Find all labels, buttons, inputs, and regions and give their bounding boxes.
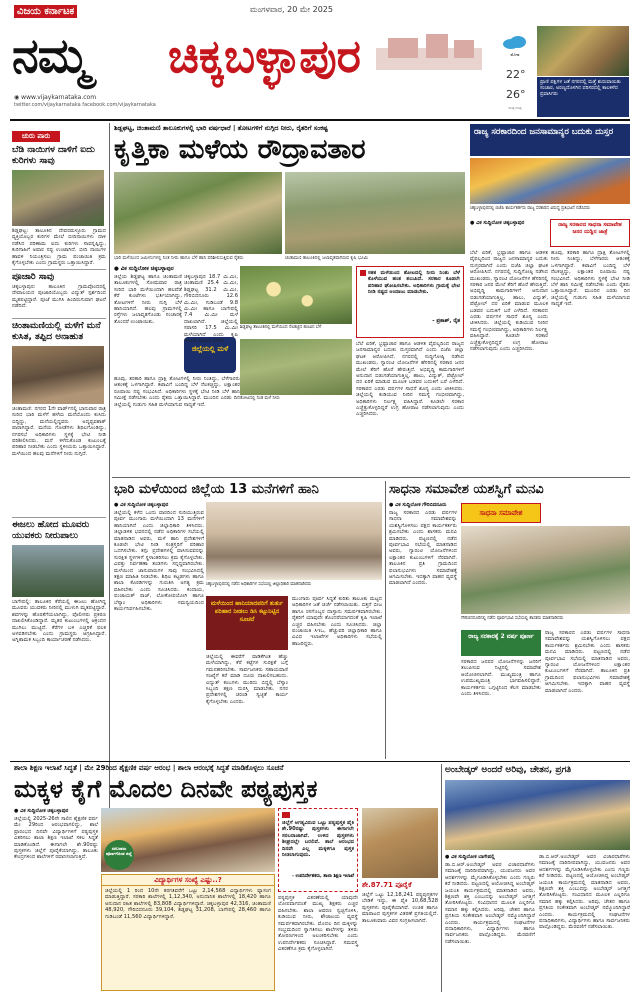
right-lead-boxout-text: ರಾಜ್ಯ ಸರಕಾರದ ಸಾಧನಾ ಸಮಾವೇಶ ಜನರ ದುಡ್ಡಿನ ಜಾತ್ರೆ (558, 222, 622, 235)
masthead-title-right: ಚಿಕ್ಕಬಳ್ಳಾಪುರ (168, 29, 362, 83)
masthead-divider (10, 119, 630, 121)
mla-meeting-photo (461, 526, 630, 614)
mid-left-byline: ● ವಿಕ ಸುದ್ದಿಲೋಕ ಚಿಕ್ಕಬಳ್ಳಾಪುರ (114, 502, 169, 508)
left-kicker: ಚುರು ಪಾರು (12, 131, 60, 142)
ambedkar-byline: ● ವಿಕ ಸುದ್ದಿಲೋಕ ಬಾಗೇಪಲ್ಲಿ (445, 854, 495, 860)
lead-caption-3: ಶಿಡ್ಲಘಟ್ಟ ತಾಲೂಕಿನಲ್ಲಿ ಮಳೆಯಿಂದ ನೆಲಕಚ್ಚಿದ ಹೂವಿನ ಬೆಳೆ (240, 325, 322, 330)
left-headline-4: ಈಜಲು ಹೋದ ಮೂವರು ಯುವಕರು ನೀರುಪಾಲು (12, 517, 106, 542)
lake-rescue-photo (12, 545, 104, 597)
student-count-title: ವಿದ್ಯಾರ್ಥಿಗಳ ಸಂಖ್ಯೆ ಎಷ್ಟು..? (102, 875, 274, 886)
temp-max: 22° (506, 68, 526, 81)
ambedkar-body: ಡಾ.ಬಿ.ಆರ್.ಅಂಬೇಡ್ಕರ್ ಅವರ ವಿಚಾರಧಾರೆಗಳು ಸಮಾಜಕ್ಕೆ ದಾರಿದೀಪವಾಗಿದ್ದು, ಯುವಜನರು ಅವರ ಆದರ್ಶಗಳನ್ನು ಮೈಗೂಡಿಸಿಕೊಳ್ಳಬೇಕು ಎಂದು ಗಣ್ಯರು ಕರೆ ನೀಡಿದರು. ಪಟ್ಟಣದಲ್ಲಿ ಆಯೋಜಿಸಿದ್ದ ಅಂಬೇಡ್ಕರ್ ಜಯಂತಿ ಕಾರ್ಯಕ್ರಮದಲ್ಲಿ ಮಾತನಾಡಿದ ಅವರು, ಶಿಕ್ಷಣವೇ ಶಕ್ತಿ ಎಂಬುದನ್ನು ಅಂಬೇಡ್ಕರ್ ಜಗತ್ತಿಗೆ ತೋರಿಸಿಕೊಟ್ಟರು. ಸಂವಿಧಾನದ ಮೂಲಕ ಎಲ್ಲರಿಗೂ ಸಮಾನ ಹಕ್ಕು ಕಲ್ಪಿಸಿದರು. ಅರಿವು, ಚೇತನ ಹಾಗೂ ಪ್ರಗತಿಯ ಸಂಕೇತವಾಗಿ ಅಂಬೇಡ್ಕರ್ ನಮ್ಮೊಂದಿಗಿದ್ದಾರೆ ಎಂದರು. ಕಾರ್ಯಕ್ರಮದಲ್ಲಿ ಸಂಘಟನೆಗಳ ಪದಾಧಿಕಾರಿಗಳು, ವಿದ್ಯಾರ್ಥಿಗಳು ಹಾಗೂ ಸಾರ್ವಜನಿಕರು ಪಾಲ್ಗೊಂಡಿದ್ದರು. ಮೆರವಣಿಗೆ ನಡೆಸಲಾಯಿತು. (445, 862, 535, 945)
mid-right-body-d: ರಾಜ್ಯ ಸರಕಾರದ ಎರಡು ವರ್ಷಗಳ ಸಾಧನಾ ಸಮಾವೇಶವನ್ನು ಯಶಸ್ವಿಗೊಳಿಸಲು ಪಕ್ಷದ ಕಾರ್ಯಕರ್ತರು ಶ್ರಮಿಸಬೇಕು ಎಂದು ಶಾಸಕರು ಮನವಿ ಮಾಡಿದರು. ಪಟ್ಟಣದಲ್ಲಿ ನಡೆದ ಪೂರ್ವಭಾವಿ ಸಭೆಯಲ್ಲಿ ಮಾತನಾಡಿದ ಅವರು, ಗ್ಯಾರಂಟಿ ಯೋಜನೆಗಳಿಂದ ಲಕ್ಷಾಂತರ ಕುಟುಂಬಗಳಿಗೆ ನೆರವಾಗಿದೆ. ತಾಲೂಕಿನ ಪ್ರತಿ ಗ್ರಾಮದಿಂದ ಫಲಾನುಭವಿಗಳು ಸಮಾವೇಶಕ್ಕೆ ಆಗಮಿಸಬೇಕು. ಇದಕ್ಕಾಗಿ ವಾಹನ ವ್ಯವಸ್ಥೆ ಮಾಡಲಾಗಿದೆ ಎಂದರು. (389, 510, 457, 587)
quote-mark-icon (360, 270, 366, 276)
bottom-column-divider (441, 764, 442, 992)
lead-body-2: ಚಿಕ್ಕಬಳ್ಳಾಪುರ 18.7 ಮಿ.ಮೀ, ಚಿಂತಾಮಣಿ 25.4 ಮಿ.ಮೀ, ಶಿಡ್ಲಘಟ್ಟ 31.2 ಮಿ.ಮೀ, ಗೌರಿಬಿದನೂರು 12.6 ಮಿ.ಮೀ, ಗುಡಿಬಂಡೆ 9.8 ಮಿ.ಮೀ ಹಾಗೂ ಬಾಗೇಪಲ್ಲಿ 7.4 ಮಿ.ಮೀ ಮಳೆ ದಾಖಲಾಗಿದೆ. ಜಿಲ್ಲೆಯಲ್ಲಿ ಸರಾಸರಿ 17.5 ಮಿ.ಮೀ ಮಳೆಯಾಗಿದೆ ಎಂದು ಕೃಷಿ ಇಲಾಖೆ ಮಾಹಿತಿ ನೀಡಿದೆ. (184, 274, 238, 345)
social-links[interactable]: twitter.com/vijaykarnataka facebook.com/vijaykarnataka (14, 102, 156, 108)
mid-left-body-c: ಮುಂಗಾರು ಪೂರ್ವ ಸಿದ್ಧತೆ ಕುರಿತು ತಾಲೂಕು ಮಟ್ಟದ ಅಧಿಕಾರಿಗಳ ಜತೆ ಚರ್ಚೆ ನಡೆಸಲಾಯಿತು. ಬಿತ್ತನೆ ಬೀಜ ಹಾಗೂ ರಸಗೊಬ್ಬರ ದಾಸ್ತಾನು ಸಮರ್ಪಕವಾಗಿರಬೇಕು. ರೈತರಿಗೆ ಯಾವುದೇ ತೊಂದರೆಯಾಗದಂತೆ ಕೃಷಿ ಇಲಾಖೆ ಎಚ್ಚರ ವಹಿಸಬೇಕು ಎಂದು ಸೂಚಿಸಿದರು. ಜಿಲ್ಲಾ ಪಂಚಾಯಿತಿ ಸಿಇಒ, ಹೆಚ್ಚುವರಿ ಜಿಲ್ಲಾಧಿಕಾರಿ ಹಾಗೂ ವಿವಿಧ ಇಲಾಖೆಗಳ ಅಧಿಕಾರಿಗಳು ಸಭೆಯಲ್ಲಿ ಹಾಜರಿದ್ದರು. (292, 596, 382, 647)
cloud-icon (502, 34, 528, 50)
lead-body-1: ಜಿಲ್ಲೆಯ ಶಿಡ್ಲಘಟ್ಟ ಹಾಗೂ ಚಿಂತಾಮಣಿ ತಾಲೂಕುಗಳಲ್ಲಿ ಸೋಮವಾರ ರಾತ್ರಿ ಸುರಿದ ಭಾರಿ ಮಳೆಯಿಂದಾಗಿ ಹಲವೆಡೆ ಕೆರೆ ಕುಂಟೆಗಳು ಭರ್ತಿಯಾಗಿದ್ದು, ತೋಟಗಳಿಗೆ ನೀರು ನುಗ್ಗಿ ಬೆಳೆ ಹಾನಿಯಾಗಿದೆ. ಹಲವು ಗ್ರಾಮಗಳಲ್ಲಿ ರಸ್ತೆಗಳು ಜಲಾವೃತಗೊಂಡು ಸಂಚಾರಕ್ಕೆ ತೊಂದರೆ ಉಂಟಾಯಿತು. (114, 274, 182, 325)
left-body-1: ಶಿಡ್ಲಘಟ್ಟ: ತಾಲೂಕಿನ ದೇವರಮಳ್ಳೂರು ಗ್ರಾಮದ ವ್ಯಕ್ತಿಯೊಬ್ಬರ ಕುರಿಗಳ ಮೇಲೆ ಬೀದಿನಾಯಿಗಳು ದಾಳಿ ನಡೆಸಿದ ಪರಿಣಾಮ ಐದು ಕುರಿಗಳು ಸಾವನ್ನಪ್ಪಿದ್ದು, ಕುರಿಗಾಹಿಗೆ ಅಪಾರ ನಷ್ಟ ಉಂಟಾಗಿದೆ. ಬೀದಿ ನಾಯಿಗಳ ಹಾವಳಿ ನಿಯಂತ್ರಿಸಲು ಗ್ರಾಮ ಪಂಚಾಯಿತಿ ಕ್ರಮ ಕೈಗೊಳ್ಳಬೇಕು ಎಂದು ಗ್ರಾಮಸ್ಥರು ಒತ್ತಾಯಿಸಿದ್ದಾರೆ. (12, 228, 106, 267)
lead-quote-text: ಸತತ ಮಳೆಯಿಂದ ತೋಟದಲ್ಲಿ ನೀರು ನಿಂತು ಬೆಳೆ ಕೊಳೆಯುವ ಹಂತ ತಲುಪಿದೆ. ಸರಕಾರ ಕೂಡಲೇ ಪರಿಹಾರ ಘೋಷಿಸಬೇಕು. ಅಧಿಕಾರಿಗಳು ಗ್ರಾಮಕ್ಕೆ ಭೇಟಿ ನೀಡಿ ನಷ್ಟದ ಅಂದಾಜು ಮಾಡಬೇಕು. (368, 270, 460, 296)
bottom-divider (10, 761, 630, 762)
bottom-body-a: ಜಿಲ್ಲೆಯಲ್ಲಿ 2025-26ನೇ ಸಾಲಿನ ಶೈಕ್ಷಣಿಕ ವರ್ಷ ಮೇ 29ರಿಂದ ಆರಂಭವಾಗಲಿದ್ದು, ಶಾಲೆ ಪ್ರಾರಂಭದ ದಿನವೇ ವಿದ್ಯಾರ್ಥಿಗಳಿಗೆ ಪಠ್ಯಪುಸ್ತಕ ವಿತರಿಸಲು ಶಾಲಾ ಶಿಕ್ಷಣ ಇಲಾಖೆ ಸಕಲ ಸಿದ್ಧತೆ ಮಾಡಿಕೊಂಡಿದೆ. ಈಗಾಗಲೇ ಶೇ.90ರಷ್ಟು ಪುಸ್ತಕಗಳು ಜಿಲ್ಲೆಗೆ ಪೂರೈಕೆಯಾಗಿದ್ದು, ತಾಲೂಕು ಕೇಂದ್ರಗಳಿಂದ ಶಾಲೆಗಳಿಗೆ ರವಾನಿಸಲಾಗುತ್ತಿದೆ. (14, 816, 98, 861)
mid-callout-text: ಮಳೆಯಿಂದ ಹಾನಿಯಾದವರಿಗೆ ತುರ್ತು ಪರಿಹಾರ ನೀಡಲು ಡಿಸಿ ಕಟ್ಟುನಿಟ್ಟಿನ ಸೂಚನೆ (210, 600, 284, 623)
rain-badge-text: ಜಿಲ್ಲೆಯಲ್ಲಿ ಮಳೆ (191, 345, 229, 353)
left-headline-1: ಬೆಡಿ ನಾಯಿಗಳ ದಾಳಿಗೆ ಐದು ಕುರಿಗಳು ಸಾವು (12, 145, 95, 166)
left-body-2: ಚಿಕ್ಕಬಳ್ಳಾಪುರ: ತಾಲೂಕಿನ ಗ್ರಾಮವೊಂದರಲ್ಲಿ ದೇವಾಲಯದ ಪೂಜಾರಿಯೊಬ್ಬರು ವಿದ್ಯುತ್ ಸ್ಪರ್ಶದಿಂದ ಮೃತಪಟ್ಟಿದ್ದಾರೆ. ಪೂಜೆ ಮುಗಿಸಿ ಹಿಂದಿರುಗುವಾಗ ಘಟನೆ ನಡೆದಿದೆ. (12, 284, 106, 310)
left-column-divider (109, 123, 110, 858)
mid-divider (112, 477, 630, 478)
book-icon (282, 812, 290, 818)
ambedkar-body-2: ಡಾ.ಬಿ.ಆರ್.ಅಂಬೇಡ್ಕರ್ ಅವರ ವಿಚಾರಧಾರೆಗಳು ಸಮಾಜಕ್ಕೆ ದಾರಿದೀಪವಾಗಿದ್ದು, ಯುವಜನರು ಅವರ ಆದರ್ಶಗಳನ್ನು ಮೈಗೂಡಿಸಿಕೊಳ್ಳಬೇಕು ಎಂದು ಗಣ್ಯರು ಕರೆ ನೀಡಿದರು. ಪಟ್ಟಣದಲ್ಲಿ ಆಯೋಜಿಸಿದ್ದ ಅಂಬೇಡ್ಕರ್ ಜಯಂತಿ ಕಾರ್ಯಕ್ರಮದಲ್ಲಿ ಮಾತನಾಡಿದ ಅವರು, ಶಿಕ್ಷಣವೇ ಶಕ್ತಿ ಎಂಬುದನ್ನು ಅಂಬೇಡ್ಕರ್ ಜಗತ್ತಿಗೆ ತೋರಿಸಿಕೊಟ್ಟರು. ಸಂವಿಧಾನದ ಮೂಲಕ ಎಲ್ಲರಿಗೂ ಸಮಾನ ಹಕ್ಕು ಕಲ್ಪಿಸಿದರು. ಅರಿವು, ಚೇತನ ಹಾಗೂ ಪ್ರಗತಿಯ ಸಂಕೇತವಾಗಿ ಅಂಬೇಡ್ಕರ್ ನಮ್ಮೊಂದಿಗಿದ್ದಾರೆ ಎಂದರು. ಕಾರ್ಯಕ್ರಮದಲ್ಲಿ ಸಂಘಟನೆಗಳ ಪದಾಧಿಕಾರಿಗಳು, ವಿದ್ಯಾರ್ಥಿಗಳು ಹಾಗೂ ಸಾರ್ವಜನಿಕರು ಪಾಲ್ಗೊಂಡಿದ್ದರು. ಮೆರವಣಿಗೆ ನಡೆಸಲಾಯಿತು. (539, 854, 630, 931)
two-years-tag (461, 630, 541, 656)
supply-stat-title: ಶೇ.87.71 ಪೂರೈಕೆ (362, 881, 412, 889)
right-lead-headline (470, 124, 630, 156)
lead-quote-author: - ಪ್ರಕಾಶ್, ರೈತ (432, 318, 460, 324)
supply-stat-body: ಜಿಲ್ಲೆಗೆ ಒಟ್ಟು 12,18,241 ಪಠ್ಯಪುಸ್ತಕಗಳ ಬೇಡಿಕೆ ಇದ್ದು, ಈ ಪೈಕಿ 10,68,528 ಪುಸ್ತಕಗಳು ಪೂರೈಕೆಯಾಗಿವೆ. ಉಚಿತ ಹಾಗೂ ಮಾರಾಟದ ಪುಸ್ತಕಗಳ ವಿತರಣೆ ಪ್ರಗತಿಯಲ್ಲಿದೆ. ತಾಲೂಕುವಾರು ವಿವರ ಸಂಗ್ರಹಿಸಲಾಗಿದೆ. (362, 892, 438, 924)
supply-bubble-text: ಸರಬರಾಜು ಪೂರ್ಣಗೊಂಡ ಜಿಲ್ಲೆ (106, 846, 132, 856)
temp-min: 26° (506, 88, 526, 101)
left-headline-3: ಚಿಂತಾಮಣಿಯಲ್ಲಿ ಮಳೆಗೆ ಮನೆ ಕುಸಿತ, ತಪ್ಪಿದ ಅನಾಹುತ (12, 318, 106, 343)
lead-byline: ● ವಿಕ ಸುದ್ದಿಲೋಕ ಚಿಕ್ಕಬಳ್ಳಾಪುರ (114, 266, 174, 272)
right-lead-boxout (550, 219, 630, 247)
left-body-3: ಚಿಂತಾಮಣಿ: ನಗರದ 1ನೇ ವಾರ್ಡ್‌ನಲ್ಲಿ ಭಾನುವಾರ ರಾತ್ರಿ ಸುರಿದ ಭಾರಿ ಮಳೆಗೆ ಹಳೆಯ ಮನೆಯೊಂದು ಕುಸಿದು ಬಿದ್ದಿದ್ದು, ಮನೆಯಲ್ಲಿದ್ದವರು ಅದೃಷ್ಟವಶಾತ್ ಪಾರಾಗಿದ್ದಾರೆ. ಮನೆಯ ಗೋಡೆಗಳು ಶಿಥಿಲಗೊಂಡಿದ್ದು, ನಗರಸಭೆ ಅಧಿಕಾರಿಗಳು ಸ್ಥಳಕ್ಕೆ ಭೇಟಿ ನೀಡಿ ಪರಿಶೀಲಿಸಿದರು. ಮನೆ ಕಳೆದುಕೊಂಡ ಕುಟುಂಬಕ್ಕೆ ಪರಿಹಾರ ನೀಡಬೇಕು ಎಂದು ಸ್ಥಳೀಯರು ಒತ್ತಾಯಿಸಿದ್ದಾರೆ. ಮಳೆಯಿಂದ ಹಲವು ಮನೆಗಳಿಗೆ ನೀರು ನುಗ್ಗಿದೆ. (12, 406, 106, 457)
protest-photo (470, 158, 630, 204)
supply-bubble (104, 840, 134, 870)
student-count-body: ಜಿಲ್ಲೆಯಲ್ಲಿ 1 ರಿಂದ 10ನೇ ತರಗತಿವರೆಗೆ ಒಟ್ಟು 2,14,568 ವಿದ್ಯಾರ್ಥಿಗಳು ವ್ಯಾಸಂಗ ಮಾಡುತ್ತಿದ್ದಾರೆ. ಸರಕಾರಿ ಶಾಲೆಗಳಲ್ಲಿ 1,12,340, ಅನುದಾನಿತ ಶಾಲೆಗಳಲ್ಲಿ 18,420 ಹಾಗೂ ಅನುದಾನ ರಹಿತ ಶಾಲೆಗಳಲ್ಲಿ 83,808 ವಿದ್ಯಾರ್ಥಿಗಳಿದ್ದಾರೆ. ಚಿಕ್ಕಬಳ್ಳಾಪುರ 42,316, ಚಿಂತಾಮಣಿ 48,920, ಗೌರಿಬಿದನೂರು 39,104, ಶಿಡ್ಲಘಟ್ಟ 31,208, ಬಾಗೇಪಲ್ಲಿ 28,460 ಹಾಗೂ ಗುಡಿಬಂಡೆ 11,560 ವಿದ್ಯಾರ್ಥಿಗಳಿದ್ದಾರೆ. (105, 888, 271, 920)
left-headline-2: ಪೂಜಾರಿ ಸಾವು (12, 269, 106, 283)
mid-right-byline: ● ವಿಕ ಸುದ್ದಿಲೋಕ ಗೌರಿಬಿದನೂರು (389, 502, 447, 508)
issue-date: ಮಂಗಳವಾರ, 20 ಮೇ 2025 (250, 5, 333, 14)
temp-label: ಕನಿಷ್ಠ ಗರಿಷ್ಠ (508, 106, 522, 110)
dc-meeting-photo (206, 502, 382, 580)
mid-right-body-e: ಸರಕಾರದ ಜನಪರ ಯೋಜನೆಗಳನ್ನು ಜನರಿಗೆ ತಲುಪಿಸುವ ನಿಟ್ಟಿನಲ್ಲಿ ಸಮಾವೇಶ ಆಯೋಜಿಸಲಾಗಿದೆ. ಮುಖ್ಯಮಂತ್ರಿ ಹಾಗೂ ಉಪಮುಖ್ಯಮಂತ್ರಿ ಭಾಗವಹಿಸಲಿದ್ದಾರೆ. ಕಾರ್ಯಕರ್ತರು ಒಗ್ಗಟ್ಟಿನಿಂದ ಕೆಲಸ ಮಾಡಬೇಕು ಎಂದು ತಿಳಿಸಿದರು. (461, 659, 541, 698)
lead-caption-1: ಭಾರಿ ಮಳೆಯಿಂದ ಜಮೀನುಗಳಲ್ಲಿ ನಿಂತ ನೀರು ಹಾಗೂ ಬೆಳೆ ಹಾನಿ ಪರಿಶೀಲಿಸುತ್ತಿರುವ ರೈತರು (114, 256, 244, 261)
lead-quote-box (356, 266, 464, 338)
books-photo (362, 808, 438, 878)
farmers-field-photo (114, 172, 282, 254)
left-body-4: ಬಾಗೇಪಲ್ಲಿ: ತಾಲೂಕಿನ ಕೆರೆಯಲ್ಲಿ ಈಜಲು ಹೋಗಿದ್ದ ಮೂವರು ಯುವಕರು ನೀರಿನಲ್ಲಿ ಮುಳುಗಿ ಮೃತಪಟ್ಟಿದ್ದಾರೆ. ಶವಗಳನ್ನು ಹೊರತೆಗೆಯಲಾಗಿದ್ದು, ಪೊಲೀಸರು ಪ್ರಕರಣ ದಾಖಲಿಸಿಕೊಂಡಿದ್ದಾರೆ. ಮೃತರ ಕುಟುಂಬಗಳಲ್ಲಿ ಆಕ್ರಂದನ ಮುಗಿಲು ಮುಟ್ಟಿದೆ. ಕೆರೆಗಳ ಬಳಿ ಎಚ್ಚರಿಕೆ ಫಲಕ ಅಳವಡಿಸಬೇಕು ಎಂದು ಗ್ರಾಮಸ್ಥರು ಆಗ್ರಹಿಸಿದ್ದಾರೆ. ಅಗ್ನಿಶಾಮಕ ಸಿಬ್ಬಂದಿ ಕಾರ್ಯಾಚರಣೆ ನಡೆಸಿದರು. (12, 599, 106, 644)
bottom-headline: ಮಕ್ಕಳ ಕೈಗೆ ಮೊದಲ ದಿನವೇ ಪಠ್ಯಪುಸ್ತಕ (14, 775, 318, 803)
sadhana-tag-text: ಸಾಧನಾ ಸಮಾವೇಶ (479, 509, 523, 517)
plantation-photo (240, 339, 352, 395)
brand-mark (14, 4, 77, 18)
flower-crop-photo (240, 266, 352, 324)
official-quote-panel (278, 808, 358, 892)
mid-column-divider (385, 481, 386, 759)
right-lead-body-2: ಹೂವು, ತರಕಾರಿ ಹಾಗೂ ದ್ರಾಕ್ಷಿ ತೋಟಗಳಲ್ಲಿ ನೀರು ನಿಂತಿದ್ದು, ಬೆಳೆಗಾರರು ಆತಂಕಕ್ಕೆ ಒಳಗಾಗಿದ್ದಾರೆ. ಕಟಾವಿಗೆ ಬಂದಿದ್ದ ಬೆಳೆ ನೆಲಕಚ್ಚಿದ್ದು, ಲಕ್ಷಾಂತರ ರೂಪಾಯಿ ನಷ್ಟ ಸಂಭವಿಸಿದೆ. ಅಧಿಕಾರಿಗಳು ಸ್ಥಳಕ್ಕೆ ಭೇಟಿ ನೀಡಿ ಬೆಳೆ ಹಾನಿ ಸಮೀಕ್ಷೆ ನಡೆಸಬೇಕು ಎಂದು ರೈತರು ಒತ್ತಾಯಿಸಿದ್ದಾರೆ. ಮುಂದಿನ ಎರಡು ದಿನ ಜಿಲ್ಲೆಯಲ್ಲಿ ಗುಡುಗು ಸಹಿತ ಮಳೆಯಾಗುವ ಸಾಧ್ಯತೆ ಇದೆ. (551, 250, 630, 308)
lead-kicker: ಶಿಡ್ಲಘಟ್ಟ, ಚಿಂತಾಮಣಿ ತಾಲೂಕುಗಳಲ್ಲಿ ಭಾರಿ ವರ್ಷಧಾರೆ | ತೋಟಗಳಿಗೆ ನುಗ್ಗಿದ ನೀರು, ರೈತರಿಗೆ ಸಂಕಷ್ಟ (114, 124, 328, 132)
promo-text: ಪ್ರಾಣಿ ಪಕ್ಷಿಗಳ ಜತೆ ನಗರದಲ್ಲಿ ಮತ್ತೆ ಶುರುವಾಯಿತು ಸಂಚಾರ, ಅರಣ್ಯದೊಳಗಿನ ಪರಿಸರದಲ್ಲಿ ಕಾಲಕಳೆದ ಪ್ರವಾಸಿಗರು (537, 77, 629, 117)
ambedkar-headline: ಅಂಬೇಡ್ಕರ್ ಅಂದರೆ ಅರಿವು, ಚೇತನ, ಪ್ರಗತಿ (445, 765, 572, 775)
mid-right-body-f: ರಾಜ್ಯ ಸರಕಾರದ ಎರಡು ವರ್ಷಗಳ ಸಾಧನಾ ಸಮಾವೇಶವನ್ನು ಯಶಸ್ವಿಗೊಳಿಸಲು ಪಕ್ಷದ ಕಾರ್ಯಕರ್ತರು ಶ್ರಮಿಸಬೇಕು ಎಂದು ಶಾಸಕರು ಮನವಿ ಮಾಡಿದರು. ಪಟ್ಟಣದಲ್ಲಿ ನಡೆದ ಪೂರ್ವಭಾವಿ ಸಭೆಯಲ್ಲಿ ಮಾತನಾಡಿದ ಅವರು, ಗ್ಯಾರಂಟಿ ಯೋಜನೆಗಳಿಂದ ಲಕ್ಷಾಂತರ ಕುಟುಂಬಗಳಿಗೆ ನೆರವಾಗಿದೆ. ತಾಲೂಕಿನ ಪ್ರತಿ ಗ್ರಾಮದಿಂದ ಫಲಾನುಭವಿಗಳು ಸಮಾವೇಶಕ್ಕೆ ಆಗಮಿಸಬೇಕು. ಇದಕ್ಕಾಗಿ ವಾಹನ ವ್ಯವಸ್ಥೆ ಮಾಡಲಾಗಿದೆ ಎಂದರು. (545, 630, 630, 694)
official-quote-author: - ಉಪನಿರ್ದೇಶಕರು, ಶಾಲಾ ಶಿಕ್ಷಣ ಇಲಾಖೆ (292, 874, 354, 879)
right-lead-headline-text: ರಾಜ್ಯ ಸರಕಾರದಿಂದ ಜನಸಾಮಾನ್ಯರ ಬದುಕು ದುಸ್ತರ (474, 127, 614, 137)
right-lead-caption: ಚಿಕ್ಕಬಳ್ಳಾಪುರದಲ್ಲಿ ಬಿಜೆಪಿ ಕಾರ್ಯಕರ್ತರು ರಾಜ್ಯ ಸರಕಾರದ ವಿರುದ್ಧ ಪ್ರತಿಭಟನೆ ನಡೆಸಿದರು (470, 206, 591, 211)
bottom-byline: ● ವಿಕ ಸುದ್ದಿಲೋಕ ಚಿಕ್ಕಬಳ್ಳಾಪುರ (14, 808, 69, 814)
mid-left-body-a: ಜಿಲ್ಲೆಯಲ್ಲಿ ಕಳೆದ ಒಂದು ವಾರದಿಂದ ಸುರಿಯುತ್ತಿರುವ ಪೂರ್ವ ಮುಂಗಾರು ಮಳೆಯಿಂದಾಗಿ 13 ಮನೆಗಳಿಗೆ ಹಾನಿಯಾಗಿದೆ ಎಂದು ಜಿಲ್ಲಾಧಿಕಾರಿ ತಿಳಿಸಿದರು. ಜಿಲ್ಲಾಡಳಿತ ಭವನದಲ್ಲಿ ನಡೆದ ಅಧಿಕಾರಿಗಳ ಸಭೆಯಲ್ಲಿ ಮಾತನಾಡಿದ ಅವರು, ಮಳೆ ಹಾನಿ ಪ್ರದೇಶಗಳಿಗೆ ಕೂಡಲೇ ಭೇಟಿ ನೀಡಿ ಸಂತ್ರಸ್ತರಿಗೆ ಪರಿಹಾರ ಒದಗಿಸಬೇಕು. ತಗ್ಗು ಪ್ರದೇಶಗಳಲ್ಲಿ ವಾಸಿಸುವವರನ್ನು ಸುರಕ್ಷಿತ ಸ್ಥಳಗಳಿಗೆ ಸ್ಥಳಾಂತರಿಸಲು ಕ್ರಮ ಕೈಗೊಳ್ಳಬೇಕು. ವಿಪತ್ತು ನಿರ್ವಹಣಾ ತಂಡಗಳು ಸನ್ನದ್ಧವಾಗಿರಬೇಕು. ಮಳೆಯಿಂದ ಜಾನುವಾರುಗಳ ಸಾವು ಸಂಭವಿಸಿದಲ್ಲಿ ತಕ್ಷಣ ಮಾಹಿತಿ ನೀಡಬೇಕು. ಶಿಥಿಲ ಕಟ್ಟಡಗಳು ಹಾಗೂ ಶಾಲಾ ಕೊಠಡಿಗಳನ್ನು ಗುರುತಿಸಿ ಅಗತ್ಯ ಕ್ರಮ ವಹಿಸಬೇಕು ಎಂದು ಸೂಚಿಸಿದರು. ಕಂದಾಯ, ಪಂಚಾಯತ್ ರಾಜ್, ಲೋಕೋಪಯೋಗಿ ಹಾಗೂ ಬೆಸ್ಕಾಂ ಅಧಿಕಾರಿಗಳು ಸಮನ್ವಯದಿಂದ ಕಾರ್ಯನಿರ್ವಹಿಸಬೇಕು. (114, 510, 204, 613)
lead-body-4: ಬೆಲೆ ಏರಿಕೆ, ಭ್ರಷ್ಟಾಚಾರ ಹಾಗೂ ಆಡಳಿತ ವೈಫಲ್ಯದಿಂದ ರಾಜ್ಯದ ಜನಸಾಮಾನ್ಯರ ಬದುಕು ದುಸ್ತರವಾಗಿದೆ ಎಂದು ಬಿಜೆಪಿ ಜಿಲ್ಲಾ ಘಟಕ ಆರೋಪಿಸಿದೆ. ನಗರದಲ್ಲಿ ಸುದ್ದಿಗೋಷ್ಠಿ ನಡೆಸಿದ ಮುಖಂಡರು, ಗ್ಯಾರಂಟಿ ಯೋಜನೆಗಳ ಹೆಸರಿನಲ್ಲಿ ಸರಕಾರ ಜನರ ಮೇಲೆ ತೆರಿಗೆ ಹೊರೆ ಹೇರುತ್ತಿದೆ. ಅಭಿವೃದ್ಧಿ ಕಾಮಗಾರಿಗಳಿಗೆ ಅನುದಾನ ಬಿಡುಗಡೆಯಾಗುತ್ತಿಲ್ಲ. ಹಾಲು, ವಿದ್ಯುತ್, ಪೆಟ್ರೋಲ್ ದರ ಏರಿಕೆ ಮಾಡುವ ಮೂಲಕ ಬಡವರ ಬದುಕಿಗೆ ಬರೆ ಎಳೆದಿದೆ. ಸರಕಾರದ ಎರಡು ವರ್ಷಗಳ ಸಾಧನೆ ಶೂನ್ಯ ಎಂದು ಟೀಕಿಸಿದರು. ಜಿಲ್ಲೆಯಲ್ಲಿ ಕುಡಿಯುವ ನೀರಿನ ಸಮಸ್ಯೆ ಗಂಭೀರವಾಗಿದ್ದು, ಅಧಿಕಾರಿಗಳು ನಿರ್ಲಕ್ಷ್ಯ ವಹಿಸಿದ್ದಾರೆ. ಕೂಡಲೇ ಸರಕಾರ ಎಚ್ಚೆತ್ತುಕೊಳ್ಳದಿದ್ದರೆ ಉಗ್ರ ಹೋರಾಟ ನಡೆಸಲಾಗುವುದು ಎಂದು ಎಚ್ಚರಿಸಿದರು. (356, 341, 464, 418)
flooded-field-photo (285, 172, 465, 254)
lead-headline: ಕೃತ್ತಿಕಾ ಮಳೆಯ ರೌದ್ರಾವತಾರ (114, 134, 366, 165)
supply-stat (362, 808, 438, 991)
web-address (14, 94, 96, 101)
two-years-tag-text: ರಾಜ್ಯ ಸರಕಾರಕ್ಕೆ 2 ವರ್ಷ ಪೂರ್ಣ (468, 633, 534, 640)
bottom-body-b: ಪಠ್ಯಪುಸ್ತಕ ವಿತರಣೆಯಲ್ಲಿ ಯಾವುದೇ ಲೋಪವಾಗದಂತೆ ಮುಖ್ಯ ಶಿಕ್ಷಕರು ಎಚ್ಚರ ವಹಿಸಬೇಕು. ಶಾಲಾ ಆವರಣ ಸ್ವಚ್ಛಗೊಳಿಸಿ, ಕುಡಿಯುವ ನೀರು, ಶೌಚಾಲಯ ವ್ಯವಸ್ಥೆ ಸಮರ್ಪಕವಾಗಿರಬೇಕು. ಮೊದಲ ದಿನ ಮಕ್ಕಳನ್ನು ಸಂಭ್ರಮದಿಂದ ಸ್ವಾಗತಿಸಲು ಶಾಲೆಗಳನ್ನು ತಳಿರು ತೋರಣಗಳಿಂದ ಅಲಂಕರಿಸಬೇಕು ಎಂದು ಉಪನಿರ್ದೇಶಕರು ಸೂಚಿಸಿದ್ದಾರೆ. ಸಮವಸ್ತ್ರ ವಿತರಣೆಗೂ ಕ್ರಮ ಕೈಗೊಳ್ಳಲಾಗಿದೆ. (278, 895, 358, 953)
mid-right-headline: ಸಾಧನಾ ಸಮಾವೇಶ ಯಶಸ್ವಿಗೆ ಮನವಿ (389, 482, 544, 497)
ambedkar-event-photo (445, 780, 630, 850)
right-lead-byline: ● ವಿಕ ಸುದ್ದಿಲೋಕ ಚಿಕ್ಕಬಳ್ಳಾಪುರ (470, 220, 525, 226)
house-collapse-photo (12, 346, 104, 404)
right-lead-body: ಬೆಲೆ ಏರಿಕೆ, ಭ್ರಷ್ಟಾಚಾರ ಹಾಗೂ ಆಡಳಿತ ವೈಫಲ್ಯದಿಂದ ರಾಜ್ಯದ ಜನಸಾಮಾನ್ಯರ ಬದುಕು ದುಸ್ತರವಾಗಿದೆ ಎಂದು ಬಿಜೆಪಿ ಜಿಲ್ಲಾ ಘಟಕ ಆರೋಪಿಸಿದೆ. ನಗರದಲ್ಲಿ ಸುದ್ದಿಗೋಷ್ಠಿ ನಡೆಸಿದ ಮುಖಂಡರು, ಗ್ಯಾರಂಟಿ ಯೋಜನೆಗಳ ಹೆಸರಿನಲ್ಲಿ ಸರಕಾರ ಜನರ ಮೇಲೆ ತೆರಿಗೆ ಹೊರೆ ಹೇರುತ್ತಿದೆ. ಅಭಿವೃದ್ಧಿ ಕಾಮಗಾರಿಗಳಿಗೆ ಅನುದಾನ ಬಿಡುಗಡೆಯಾಗುತ್ತಿಲ್ಲ. ಹಾಲು, ವಿದ್ಯುತ್, ಪೆಟ್ರೋಲ್ ದರ ಏರಿಕೆ ಮಾಡುವ ಮೂಲಕ ಬಡವರ ಬದುಕಿಗೆ ಬರೆ ಎಳೆದಿದೆ. ಸರಕಾರದ ಎರಡು ವರ್ಷಗಳ ಸಾಧನೆ ಶೂನ್ಯ ಎಂದು ಟೀಕಿಸಿದರು. ಜಿಲ್ಲೆಯಲ್ಲಿ ಕುಡಿಯುವ ನೀರಿನ ಸಮಸ್ಯೆ ಗಂಭೀರವಾಗಿದ್ದು, ಅಧಿಕಾರಿಗಳು ನಿರ್ಲಕ್ಷ್ಯ ವಹಿಸಿದ್ದಾರೆ. ಕೂಡಲೇ ಸರಕಾರ ಎಚ್ಚೆತ್ತುಕೊಳ್ಳದಿದ್ದರೆ ಉಗ್ರ ಹೋರಾಟ ನಡೆಸಲಾಗುವುದು ಎಂದು ಎಚ್ಚರಿಸಿದರು. (470, 250, 549, 353)
fort-illustration (376, 30, 482, 70)
sadhana-tag (461, 503, 541, 523)
weather-widget (500, 26, 530, 116)
student-count-box (101, 874, 275, 991)
left-column (12, 123, 106, 858)
official-quote-text: ಜಿಲ್ಲೆಗೆ ಅಗತ್ಯವಿರುವ ಒಟ್ಟು ಪಠ್ಯಪುಸ್ತಕ ಪೈಕಿ ಶೇ.90ರಷ್ಟು ಪುಸ್ತಕಗಳು ಈಗಾಗಲೇ ಸರಬರಾಜಾಗಿವೆ. ಉಳಿದ ಪುಸ್ತಕಗಳು ಶೀಘ್ರದಲ್ಲೇ ಬರಲಿವೆ. ಶಾಲೆ ಆರಂಭದ ದಿನವೇ ಎಲ್ಲ ಮಕ್ಕಳಿಗೂ ಪುಸ್ತಕ ನೀಡಲಾಗುವುದು. (282, 820, 354, 859)
mid-right-caption: ಗೌರಿಬಿದನೂರಿನಲ್ಲಿ ನಡೆದ ಪೂರ್ವಭಾವಿ ಸಭೆಯಲ್ಲಿ ಶಾಸಕರು ಮಾತನಾಡಿದರು (461, 616, 564, 621)
lead-body-3: ಹೂವು, ತರಕಾರಿ ಹಾಗೂ ದ್ರಾಕ್ಷಿ ತೋಟಗಳಲ್ಲಿ ನೀರು ನಿಂತಿದ್ದು, ಬೆಳೆಗಾರರು ಆತಂಕಕ್ಕೆ ಒಳಗಾಗಿದ್ದಾರೆ. ಕಟಾವಿಗೆ ಬಂದಿದ್ದ ಬೆಳೆ ನೆಲಕಚ್ಚಿದ್ದು, ಲಕ್ಷಾಂತರ ರೂಪಾಯಿ ನಷ್ಟ ಸಂಭವಿಸಿದೆ. ಅಧಿಕಾರಿಗಳು ಸ್ಥಳಕ್ಕೆ ಭೇಟಿ ನೀಡಿ ಬೆಳೆ ಹಾನಿ ಸಮೀಕ್ಷೆ ನಡೆಸಬೇಕು ಎಂದು ರೈತರು ಒತ್ತಾಯಿಸಿದ್ದಾರೆ. ಮುಂದಿನ ಎರಡು ದಿನ ಜಿಲ್ಲೆಯಲ್ಲಿ ಗುಡುಗು ಸಹಿತ ಮಳೆಯಾಗುವ ಸಾಧ್ಯತೆ ಇದೆ. (114, 376, 240, 408)
mid-left-body-b: ಜಿಲ್ಲೆಯಲ್ಲಿ ಈವರೆಗೆ ವಾಡಿಕೆಗಿಂತ ಹೆಚ್ಚು ಮಳೆಯಾಗಿದ್ದು, ಕೆರೆ ಕಟ್ಟೆಗಳ ಸುರಕ್ಷತೆ ಬಗ್ಗೆ ಗಮನಹರಿಸಬೇಕು. ಸಾರ್ವಜನಿಕರು ಸಹಾಯವಾಣಿ ಸಂಖ್ಯೆಗೆ ಕರೆ ಮಾಡಿ ದೂರು ದಾಖಲಿಸಬಹುದು. ವಿದ್ಯುತ್ ಕಂಬಗಳು ಮುರಿದು ಬಿದ್ದಲ್ಲಿ ಬೆಸ್ಕಾಂ ಸಿಬ್ಬಂದಿ ತಕ್ಷಣ ದುರಸ್ತಿ ಮಾಡಬೇಕು. ನಗರ ಪ್ರದೇಶಗಳಲ್ಲಿ ಚರಂಡಿ ಸ್ವಚ್ಛತೆ ಕಾರ್ಯ ಕೈಗೊಳ್ಳಬೇಕು ಎಂದರು. (206, 654, 288, 705)
mid-caption: ಚಿಕ್ಕಬಳ್ಳಾಪುರದಲ್ಲಿ ನಡೆದ ಅಧಿಕಾರಿಗಳ ಸಭೆಯಲ್ಲಿ ಜಿಲ್ಲಾಧಿಕಾರಿ ಮಾತನಾಡಿದರು (206, 582, 312, 587)
globe-icon: ◉ (14, 94, 20, 101)
promo-photo (537, 26, 629, 76)
sheep-photo (12, 170, 104, 226)
mid-left-headline: ಭಾರಿ ಮಳೆಯಿಂದ ಜಿಲ್ಲೆಯ 13 ಮನೆಗಳಿಗೆ ಹಾನಿ (114, 482, 319, 497)
brand-logo-box: ವಿಜಯ ಕರ್ನಾಟಕ (14, 5, 77, 18)
weather-label: ಮೋಡ (510, 52, 520, 57)
bottom-kicker: ಶಾಲಾ ಶಿಕ್ಷಣ ಇಲಾಖೆ ಸಿದ್ಧತೆ | ಮೇ 29ರಿಂದ ಶೈಕ್ಷಣಿಕ ವರ್ಷ ಆರಂಭ | ಶಾಲಾ ಆರಂಭಕ್ಕೆ ಸಿದ್ಧತೆ ಮಾಡಿಕೊಳ್ಳಲು ಸೂಚನೆ (14, 764, 284, 772)
masthead (0, 0, 634, 118)
web-link[interactable]: www.vijaykarnataka.com (21, 94, 97, 101)
masthead-title-left: ನಮ್ಮ (12, 28, 89, 84)
lead-caption-2: ಚಿಂತಾಮಣಿ ತಾಲೂಕಿನಲ್ಲಿ ಜಲಾವೃತವಾಗಿರುವ ಕೃಷಿ ಭೂಮಿ (285, 256, 369, 261)
lead-caption-4: ತೋಟದಲ್ಲಿ ನಿಂತ ಮಳೆ ನೀರು (240, 396, 280, 401)
mid-callout (206, 596, 288, 650)
